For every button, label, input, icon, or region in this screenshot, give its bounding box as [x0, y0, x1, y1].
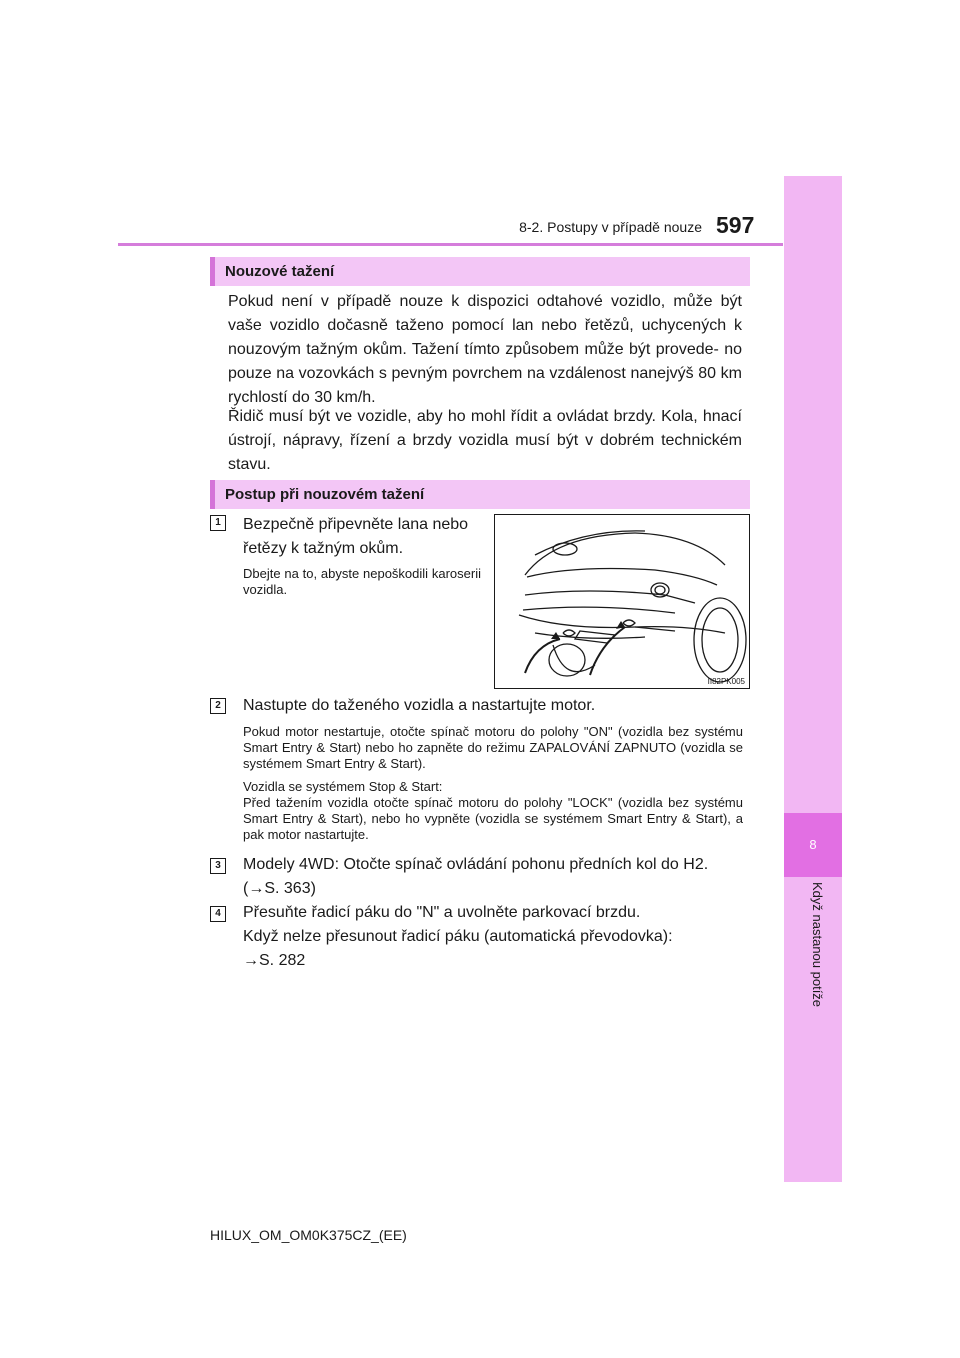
- chapter-number-box: 8: [784, 813, 842, 877]
- step-number-3: 3: [210, 858, 226, 874]
- step1-note: Dbejte na to, abyste nepoškodili karoserii vozidla.: [243, 566, 481, 597]
- page-number: 597: [716, 212, 755, 238]
- footer-document-code: HILUX_OM_OM0K375CZ_(EE): [210, 1227, 407, 1243]
- step2-note-2-heading: Vozidla se systémem Stop & Start:: [243, 779, 443, 794]
- section-heading-towing-procedure: Postup při nouzovém tažení: [210, 480, 750, 509]
- step3-text-line2: (→S. 363): [243, 880, 316, 897]
- step3-text-line1: Modely 4WD: Otočte spínač ovládání pohonu předních kol do H2.: [243, 856, 709, 873]
- section1-paragraph-2: Řidič musí být ve vozidle, aby ho mohl řídit a ovládat brzdy. Kola, hnací ústrojí, nápravy, řízení a brzdy vozidla musí být v dobrém technickém stavu.: [228, 408, 742, 473]
- step1-text-line2: řetězy k tažným okům.: [243, 540, 404, 557]
- step2-note-2-body: Před tažením vozidla otočte spínač motoru do polohy "LOCK" (vozidla bez systému Smart Entry & Start), nebo ho vypněte (vozidla se systémem Smart Entry & Start), a pak motor nastartujte.: [243, 795, 743, 842]
- header-divider: [118, 243, 783, 246]
- header-section-title: 8-2. Postupy v případě nouze: [519, 219, 702, 235]
- towing-eye-illustration: [494, 514, 750, 689]
- step4-text-line1: Přesuňte řadicí páku do "N" a uvolněte parkovací brzdu.: [243, 904, 641, 921]
- illustration-code: II82PK005: [707, 677, 745, 686]
- section-heading-emergency-towing: Nouzové tažení: [210, 257, 750, 286]
- chapter-title-vertical: Když nastanou potíže: [810, 882, 825, 1008]
- car-front-drawing: [495, 515, 749, 688]
- step2-text: Nastupte do taženého vozidla a nastartujte motor.: [243, 697, 596, 714]
- step2-note-1: Pokud motor nestartuje, otočte spínač motoru do polohy "ON" (vozidla bez systému Smart Entry & Start) nebo ho zapněte do režimu ZAPALOVÁNÍ ZAPNUTO (vozidla se systémem Smart Entry & Start).: [243, 724, 743, 771]
- chapter-side-tab: [784, 176, 842, 1182]
- step-number-4: 4: [210, 906, 226, 922]
- step-number-2: 2: [210, 698, 226, 714]
- step4-text-line2: Když nelze přesunout řadicí páku (automatická převodovka):: [243, 928, 673, 945]
- section1-paragraph-1: Pokud není v případě nouze k dispozici odtahové vozidlo, může být vaše vozidlo dočasně taženo pomocí lan nebo řetězů, uchycených k nouzovým tažným okům. Tažení tímto způsobem může být provede- no pouze na vozovkách s pevným povrchem na vzdálenost nanejvýš 80 km rychlostí do 30 km/h.: [228, 293, 742, 406]
- step-number-1: 1: [210, 515, 226, 531]
- step1-text-line1: Bezpečně připevněte lana nebo: [243, 516, 469, 533]
- step4-text-line3: →S. 282: [243, 952, 306, 969]
